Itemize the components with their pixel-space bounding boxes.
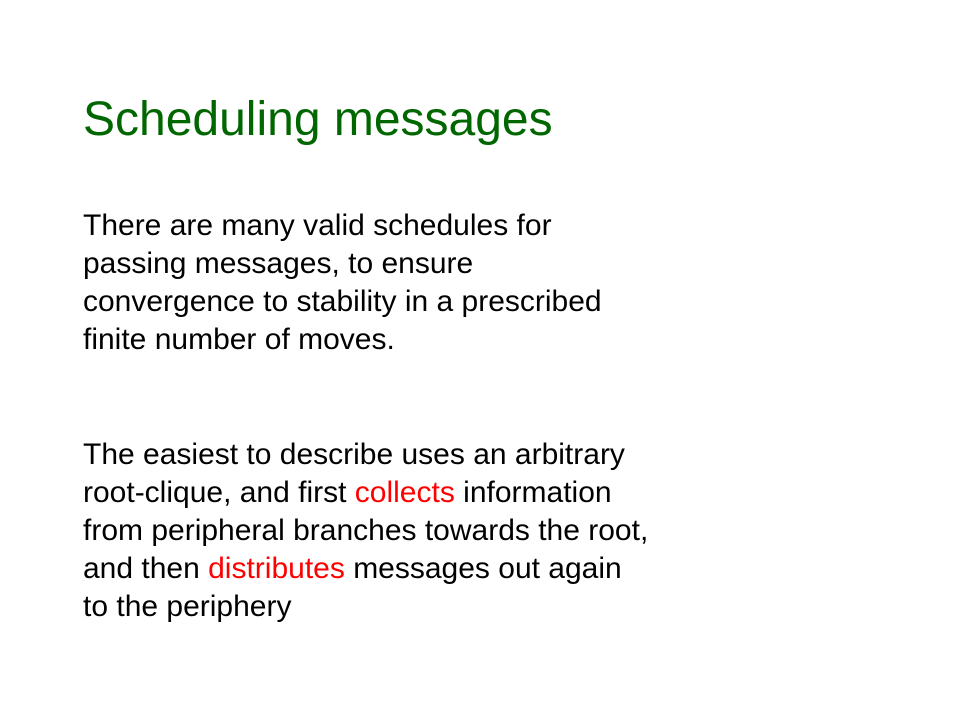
paragraph-easiest-schedule [83, 436, 648, 626]
slide-title: Scheduling messages [83, 93, 553, 146]
paragraph-line: to the periphery [83, 590, 292, 623]
line-text: root-clique, and first [83, 476, 355, 509]
paragraph-line: The easiest to describe uses an arbitrary [83, 438, 625, 471]
paragraph-line: finite number of moves. [83, 323, 395, 356]
paragraph-line: passing messages, to ensure [83, 247, 474, 280]
line-text: information [454, 476, 612, 509]
line-text: and then [83, 552, 209, 585]
paragraph-line [83, 550, 648, 588]
paragraph-line: convergence to stability in a prescribed [83, 285, 602, 318]
paragraph-line [83, 474, 648, 512]
paragraph-valid-schedules [83, 207, 602, 359]
paragraph-line: from peripheral branches towards the root, [83, 514, 649, 547]
line-text: messages out again [344, 552, 622, 585]
highlight-distributes: distributes [208, 552, 345, 585]
highlight-collects: collects [354, 476, 455, 509]
paragraph-line: There are many valid schedules for [83, 209, 552, 242]
